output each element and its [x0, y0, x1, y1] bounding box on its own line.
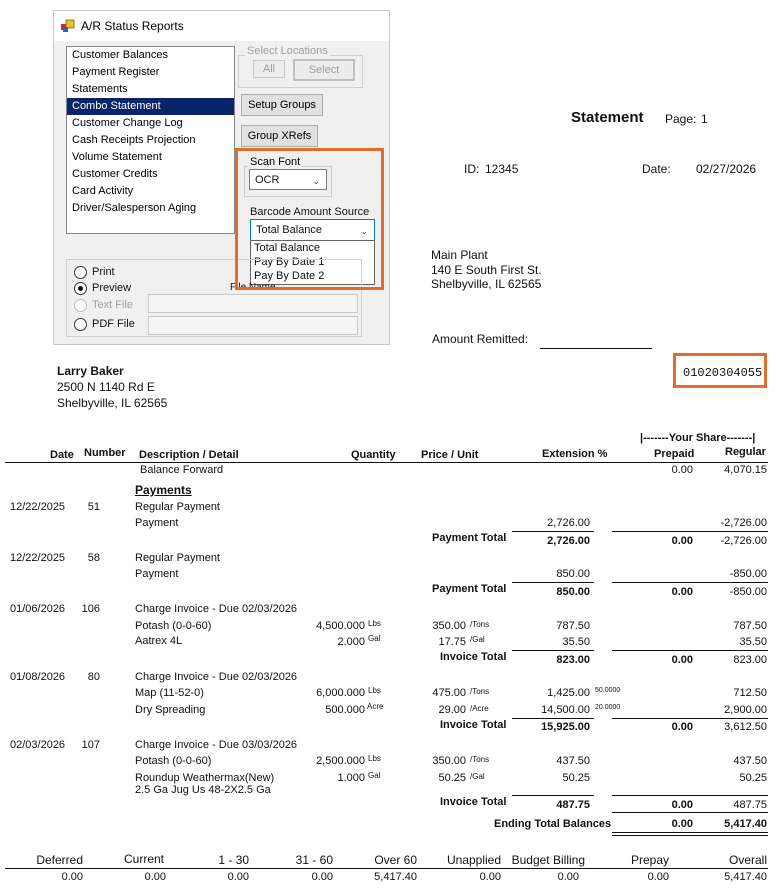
option-total-balance[interactable]: Total Balance: [254, 242, 321, 254]
line-regular: 35.50: [739, 636, 767, 648]
line-item: Aatrex 4L: [135, 635, 183, 647]
subtotal-rule: [512, 531, 594, 532]
aging-label-prepay: Prepay: [630, 853, 669, 867]
line-price: 17.75: [438, 636, 466, 648]
line-ext: 1,425.00: [547, 687, 590, 699]
line-regular: 50.25: [739, 772, 767, 784]
customer-id: 12345: [485, 162, 519, 176]
line-qty: 1.000: [337, 772, 365, 784]
payment-total-ext: 850.00: [556, 586, 590, 598]
option-pay-by-date-1[interactable]: Pay By Date 1: [254, 256, 325, 268]
header-rule: [5, 462, 768, 463]
txn-desc: Regular Payment: [135, 552, 220, 564]
ending-total-regular: 5,417.40: [724, 818, 767, 830]
invoice-total-label: Invoice Total: [440, 651, 507, 663]
dialog-title-bar: [54, 11, 389, 41]
txn-desc: Charge Invoice - Due 02/03/2026: [135, 671, 298, 683]
option-pay-by-date-2[interactable]: Pay By Date 2: [254, 270, 325, 282]
invoice-total-ext: 823.00: [556, 654, 590, 666]
txn-number: 106: [81, 603, 100, 615]
balance-forward-label: Balance Forward: [140, 464, 224, 476]
select-locations-button[interactable]: Select: [293, 59, 355, 81]
subtotal-rule: [612, 795, 768, 796]
aging-label-deferred: Deferred: [36, 853, 83, 867]
aging-value-1-30: 0.00: [227, 871, 249, 883]
txn-regular: -850.00: [729, 568, 767, 580]
invoice-total-prepaid: 0.00: [671, 721, 693, 733]
report-item-combo-statement[interactable]: Combo Statement: [67, 98, 234, 115]
line-item-detail: 2.5 Ga Jug Us 48-2X2.5 Ga: [135, 784, 271, 796]
text-file-path-field[interactable]: [148, 294, 358, 313]
report-item-card-activity[interactable]: Card Activity: [72, 185, 134, 197]
txn-desc: Regular Payment: [135, 501, 220, 513]
subtotal-rule: [612, 718, 768, 719]
barcode-amount-source-label: Barcode Amount Source: [250, 206, 370, 218]
line-qty-unit: Gal: [368, 634, 381, 643]
aging-value-current: 0.00: [144, 871, 166, 883]
ending-total-prepaid: 0.00: [671, 818, 693, 830]
pdf-file-path-field[interactable]: [148, 316, 358, 335]
invoice-total-label: Invoice Total: [440, 719, 507, 731]
col-price: Price / Unit: [421, 449, 479, 461]
line-qty-unit: Lbs: [368, 619, 381, 628]
subtotal-rule: [512, 582, 594, 583]
invoice-total-regular: 823.00: [733, 654, 767, 666]
invoice-total-ext: 487.75: [556, 799, 590, 811]
line-regular: 712.50: [733, 687, 767, 699]
text-file-radio[interactable]: [74, 299, 87, 312]
line-ext: 14,500.00: [541, 704, 590, 716]
location-name: Main Plant: [431, 248, 488, 262]
dialog-title: A/R Status Reports: [81, 19, 184, 33]
setup-groups-button[interactable]: Setup Groups: [241, 94, 323, 116]
statement-date: 02/27/2026: [696, 162, 757, 176]
scan-settings-highlight: [235, 148, 384, 290]
txn-detail: Payment: [135, 568, 179, 580]
invoice-total-regular: 487.75: [733, 799, 767, 811]
line-item: Potash (0-0-60): [135, 620, 212, 632]
line-price: 50.25: [438, 772, 466, 784]
customer-street: 2500 N 1140 Rd E: [57, 380, 155, 394]
txn-desc: Charge Invoice - Due 03/03/2026: [135, 739, 298, 751]
line-price: 29.00: [438, 704, 466, 716]
invoice-total-label: Invoice Total: [440, 796, 507, 808]
double-rule-top: [612, 832, 768, 833]
line-qty-unit: Lbs: [368, 754, 381, 763]
txn-date: 01/08/2026: [10, 671, 66, 683]
txn-date: 02/03/2026: [10, 739, 66, 751]
ending-total-label: Ending Total Balances: [494, 818, 612, 830]
balance-forward-regular: 4,070.15: [724, 464, 767, 476]
invoice-total-regular: 3,612.50: [724, 721, 767, 733]
aging-value-budget-billing: 0.00: [557, 871, 579, 883]
line-price-unit: /Gal: [470, 635, 485, 644]
line-regular: 787.50: [733, 620, 767, 632]
txn-number: 107: [81, 739, 100, 751]
report-item-driver-salesperson-aging[interactable]: Driver/Salesperson Aging: [72, 202, 197, 214]
all-locations-button[interactable]: All: [253, 60, 285, 78]
line-qty: 6,000.000: [316, 687, 365, 699]
col-description: Description / Detail: [139, 449, 239, 461]
col-prepaid: Prepaid: [654, 448, 695, 460]
line-qty: 500.000: [325, 704, 365, 716]
line-ext: 35.50: [562, 636, 590, 648]
balance-forward-prepaid: 0.00: [671, 464, 693, 476]
aging-label-current: Current: [123, 852, 164, 866]
payment-total-label: Payment Total: [432, 583, 507, 595]
aging-label-overall: Overall: [728, 853, 767, 867]
txn-date: 12/22/2025: [10, 552, 66, 564]
txn-ext: 2,726.00: [547, 517, 590, 529]
payments-heading: Payments: [135, 483, 192, 497]
subtotal-rule: [612, 650, 768, 651]
ending-rule: [612, 812, 768, 813]
aging-value-overall: 5,417.40: [724, 871, 767, 883]
payment-total-prepaid: 0.00: [671, 586, 693, 598]
line-price-unit: /Acre: [470, 704, 489, 713]
date-label: Date:: [642, 162, 671, 176]
double-rule-bottom: [612, 835, 768, 836]
line-ext: 437.50: [556, 755, 590, 767]
txn-ext: 850.00: [556, 568, 590, 580]
customer-name: Larry Baker: [57, 364, 124, 378]
line-ext: 50.25: [562, 772, 590, 784]
file-name-label: File Name: [230, 282, 276, 293]
subtotal-rule: [612, 531, 768, 532]
line-ext: 787.50: [556, 620, 590, 632]
chevron-down-icon: ⌄: [360, 226, 368, 236]
line-regular: 437.50: [733, 755, 767, 767]
line-price: 475.00: [432, 687, 466, 699]
customer-city: Shelbyville, IL 62565: [57, 396, 168, 410]
line-pct: 50.0000: [595, 687, 621, 694]
aging-value-prepay: 0.00: [647, 871, 669, 883]
payment-total-label: Payment Total: [432, 532, 507, 544]
col-extension: Extension %: [542, 448, 608, 460]
payment-total-prepaid: 0.00: [671, 535, 693, 547]
amount-remitted-line: [540, 348, 652, 349]
col-quantity: Quantity: [351, 449, 396, 461]
report-item-volume-statement[interactable]: Volume Statement: [72, 151, 162, 163]
payment-total-regular: -2,726.00: [720, 535, 767, 547]
payment-total-regular: -850.00: [729, 586, 767, 598]
line-item: Map (11-52-0): [135, 687, 204, 699]
subtotal-rule: [512, 718, 594, 719]
print-radio[interactable]: [74, 266, 87, 279]
line-qty: 2.000: [337, 636, 365, 648]
report-item-statements[interactable]: Statements: [72, 83, 128, 95]
page-label: Page:: [665, 112, 697, 126]
aging-label-31-60: 31 - 60: [295, 853, 333, 867]
txn-date: 01/06/2026: [10, 603, 66, 615]
line-qty: 2,500.000: [316, 755, 365, 767]
line-price: 350.00: [432, 620, 466, 632]
report-item-payment-register[interactable]: Payment Register: [72, 66, 160, 78]
txn-number: 58: [87, 552, 100, 564]
group-xrefs-button[interactable]: Group XRefs: [241, 125, 318, 147]
aging-value-31-60: 0.00: [311, 871, 333, 883]
line-price-unit: /Tons: [470, 755, 490, 764]
txn-regular: -2,726.00: [720, 517, 767, 529]
line-price: 350.00: [432, 755, 466, 767]
id-label: ID:: [464, 162, 480, 176]
line-pct: 20.0000: [595, 704, 621, 711]
location-city: Shelbyville, IL 62565: [431, 277, 542, 291]
location-street: 140 E South First St.: [431, 263, 542, 277]
print-label: Print: [92, 266, 115, 278]
app-icon: [61, 19, 75, 33]
barcode-number: 01020304055: [683, 366, 763, 380]
aging-label-over-60: Over 60: [374, 853, 417, 867]
amount-remitted-label: Amount Remitted:: [432, 332, 529, 346]
invoice-total-ext: 15,925.00: [541, 721, 590, 733]
line-regular: 2,900.00: [724, 704, 767, 716]
col-regular: Regular: [725, 446, 766, 458]
invoice-total-prepaid: 0.00: [671, 799, 693, 811]
line-qty-unit: Acre: [367, 702, 384, 711]
barcode-amount-source-value: Total Balance: [256, 224, 323, 236]
chevron-down-icon: ⌄: [312, 175, 320, 186]
preview-label: Preview: [92, 282, 132, 294]
subtotal-rule: [512, 795, 594, 796]
txn-desc: Charge Invoice - Due 02/03/2026: [135, 603, 298, 615]
page-number: 1: [701, 112, 708, 126]
col-date: Date: [50, 449, 74, 461]
aging-value-deferred: 0.00: [61, 871, 83, 883]
line-item: Potash (0-0-60): [135, 755, 212, 767]
your-share-label: |-------Your Share-------|: [640, 432, 756, 444]
line-price-unit: /Gal: [470, 772, 485, 781]
line-price-unit: /Tons: [470, 687, 490, 696]
aging-label-1-30: 1 - 30: [218, 853, 249, 867]
txn-date: 12/22/2025: [10, 501, 66, 513]
report-item-cash-receipts-projection[interactable]: Cash Receipts Projection: [72, 134, 196, 146]
invoice-total-prepaid: 0.00: [671, 654, 693, 666]
subtotal-rule: [612, 582, 768, 583]
text-file-label: Text File: [92, 299, 133, 311]
line-item: Dry Spreading: [135, 704, 206, 716]
line-qty-unit: Lbs: [368, 686, 381, 695]
report-list[interactable]: [66, 46, 235, 234]
scan-font-label: Scan Font: [250, 156, 301, 168]
report-item-customer-credits[interactable]: Customer Credits: [72, 168, 158, 180]
line-item: Roundup Weathermax(New): [135, 772, 275, 784]
txn-detail: Payment: [135, 517, 179, 529]
aging-value-over-60: 5,417.40: [374, 871, 417, 883]
aging-value-unapplied: 0.00: [479, 871, 501, 883]
subtotal-rule: [512, 650, 594, 651]
report-item-customer-balances[interactable]: Customer Balances: [72, 49, 168, 61]
preview-radio[interactable]: [74, 282, 87, 295]
report-item-customer-change-log[interactable]: Customer Change Log: [72, 117, 183, 129]
txn-number: 80: [87, 671, 100, 683]
line-qty-unit: Gal: [368, 771, 381, 780]
select-locations-label: Select Locations: [247, 45, 328, 57]
payment-total-ext: 2,726.00: [547, 535, 590, 547]
line-price-unit: /Tons: [470, 620, 490, 629]
aging-label-budget-billing: Budget Billing: [511, 853, 585, 867]
aging-rule: [5, 868, 768, 869]
aging-label-unapplied: Unapplied: [446, 853, 501, 867]
scan-font-value: OCR: [255, 173, 280, 186]
statement-title: Statement: [571, 109, 644, 126]
txn-number: 51: [87, 501, 100, 513]
pdf-file-label: PDF File: [92, 318, 135, 330]
col-number: Number: [84, 447, 126, 459]
line-qty: 4,500.000: [316, 620, 365, 632]
pdf-file-radio[interactable]: [74, 318, 87, 331]
